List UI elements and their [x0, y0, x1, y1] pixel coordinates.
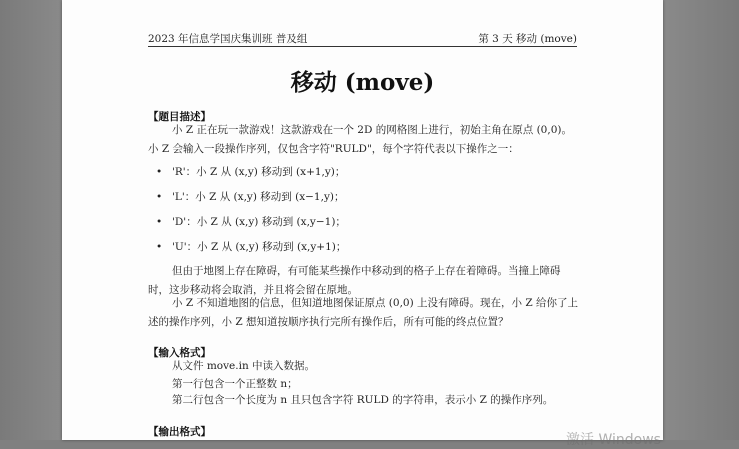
section-title-input: 【输入格式】: [148, 347, 211, 359]
operation-text: 'L'：小 Z 从 (x,y) 移动到 (x−1,y)；: [172, 191, 345, 203]
activation-watermark: 激活 Windows: [566, 432, 661, 448]
input-line-1: 从文件 move.in 中读入数据。: [172, 360, 316, 372]
bullet-icon: •: [156, 166, 163, 178]
section-title-output: 【输出格式】: [148, 426, 211, 438]
operation-text: 'R'：小 Z 从 (x,y) 移动到 (x+1,y)；: [172, 166, 346, 178]
page-title: 移动 (move): [290, 69, 435, 96]
document-page: [62, 0, 663, 440]
operation-text: 'D'：小 Z 从 (x,y) 移动到 (x,y−1)；: [172, 216, 346, 228]
header-left: 2023 年信息学国庆集训班 普及组: [148, 33, 308, 45]
input-line-2: 第一行包含一个正整数 n；: [172, 378, 298, 390]
list-item: [156, 188, 346, 213]
section-title-description: 【题目描述】: [148, 111, 211, 123]
list-item: [156, 163, 346, 188]
operation-text: 'U'：小 Z 从 (x,y) 移动到 (x,y+1)；: [172, 241, 347, 253]
input-line-3: 第二行包含一个长度为 n 且只包含字符 RULD 的字符串，表示小 Z 的操作序列。: [172, 394, 554, 406]
header-rule: [148, 46, 577, 47]
bullet-icon: •: [156, 191, 163, 203]
list-item: [156, 213, 346, 238]
operation-list: [156, 163, 346, 263]
list-item: [156, 238, 346, 263]
header-right: 第 3 天 移动 (move): [478, 33, 577, 45]
description-paragraph-1: 小 Z 正在玩一款游戏！这款游戏在一个 2D 的网格图上进行，初始主角在原点 (0,0)。小 Z 会输入一段操作序列，仅包含字符"RULD"，每个字符代表以下操作之一：: [148, 124, 572, 155]
bullet-icon: •: [156, 216, 163, 228]
viewer-background-left: [0, 0, 62, 440]
bullet-icon: •: [156, 241, 163, 253]
viewer-background-right: [663, 0, 739, 440]
page-header: [148, 31, 577, 47]
description-paragraph-2: 但由于地图上存在障碍，有可能某些操作中移动到的格子上存在着障碍。当撞上障碍时，这步移动将会取消，并且将会留在原地。: [148, 265, 561, 296]
description-paragraph-3: 小 Z 不知道地图的信息，但知道地图保证原点 (0,0) 上没有障碍。现在，小 Z 给你了上述的操作序列，小 Z 想知道按顺序执行完所有操作后，所有可能的终点位置？: [148, 297, 579, 328]
